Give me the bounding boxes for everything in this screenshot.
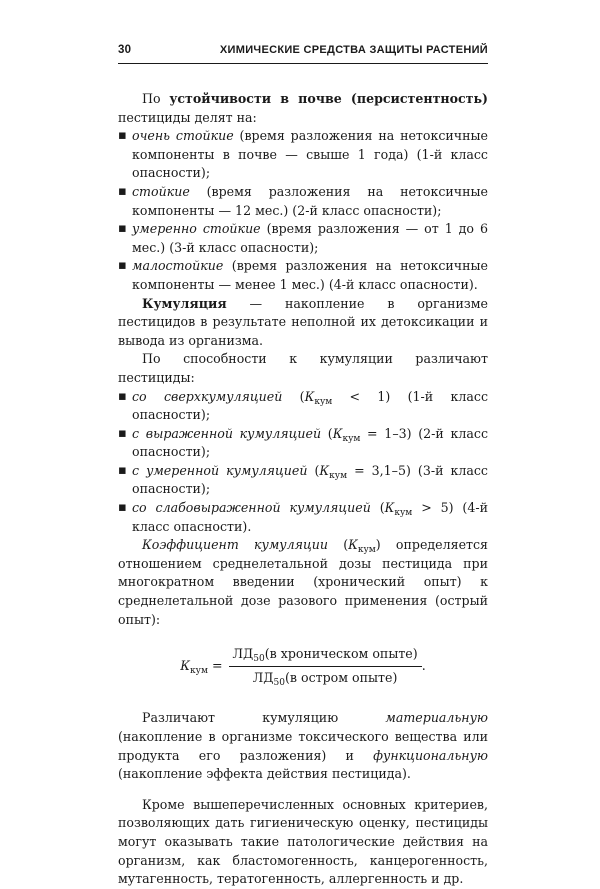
text-span: По [142,91,170,106]
text-span: ) определяется отношением среднелетальной дозы пестицида при многократном введении (хронический опыт) к среднелетальной дозе разового применения (острый опыт): [118,537,488,627]
list-item [118,499,488,536]
subscript: кум [329,470,348,481]
bullet-icon: ▪ [118,258,127,274]
subscript: 50 [273,677,285,688]
italic-term: с умеренной кумуляцией [132,462,308,478]
text-span: < 1) (1-й класс опасности); [132,388,488,423]
subscript: кум [342,433,361,444]
page-number: 30 [118,44,132,56]
italic-term: малостойкие [132,258,224,274]
cumulation-list [118,388,488,537]
item-text: (время разложения — от 1 до 6 мес.) (3-й класс опасности); [132,221,488,255]
subscript: кум [190,666,208,677]
list-item [118,183,488,220]
list-item [118,257,488,294]
text-span: (накопление эффекта действия пестицида). [118,766,411,782]
italic-term: со слабовыраженной кумуляцией [132,500,371,516]
formula-denominator [249,667,402,688]
italic-term: умеренно стойкие [132,221,261,237]
bold-term: устойчивости в почве (персистентность) [169,91,488,106]
text-span: — накопление в организме пестицидов в результате неполной их детоксикации и вывода из организма. [118,295,488,348]
text-span: (накопление в организме токсического вещества или продукта его разложения) и [118,729,488,763]
list-item [118,425,488,462]
list-item [118,127,488,183]
bullet-icon: ▪ [118,128,127,144]
persistence-list [118,127,488,294]
symbol: К [332,425,343,441]
text-span: (в хроническом опыте) [264,646,418,662]
list-item [118,220,488,257]
paragraph-cumulation-definition [118,295,488,351]
text-span: ( [321,425,333,441]
text-span: ЛД [252,669,274,685]
equals-sign: = [207,658,223,674]
subscript: 50 [253,654,265,665]
bullet-icon: ▪ [118,221,127,237]
text-span: ( [327,537,349,553]
symbol: К [180,658,191,674]
formula-lhs [180,657,222,676]
bold-term: Кумуляция [142,295,227,311]
text-span: ( [282,388,305,404]
list-item [118,462,488,499]
page-body [118,90,488,889]
item-text: (время разложения на нетоксичные компоненты — 12 мес.) (2-й класс опасности); [132,183,488,218]
header-rule [118,63,488,64]
formula-numerator [229,645,422,667]
text-span: пестициды делят на: [118,109,257,125]
italic-term: Коэффициент кумуляции [142,537,328,553]
running-title: ХИМИЧЕСКИЕ СРЕДСТВА ЗАЩИТЫ РАСТЕНИЙ [219,44,488,56]
bullet-icon: ▪ [118,183,127,199]
italic-term: материальную [385,710,488,726]
italic-term: очень стойкие [132,128,234,144]
paragraph-cumulation-intro: По способности к кумуляции различают пестициды: [118,351,488,385]
paragraph-other-effects: Кроме вышеперечисленных основных критериев, позволяющих дать гигиеническую оценку, пестициды могут оказывать такие патологические действия на организм, как бластомогенность, канцерогенность, мутагенность, тератогенность, аллергенность и др. [118,796,488,887]
list-item [118,388,488,425]
symbol: К [304,388,315,404]
symbol: К [384,500,395,516]
item-text: (время разложения на нетоксичные компоненты — менее 1 мес.) (4-й класс опасности). [132,258,488,292]
text-span: ( [307,462,320,478]
italic-term: стойкие [132,183,190,199]
text-span: = 3,1–5) (3-й класс опасности); [132,462,488,497]
text-span: Различают кумуляцию [142,710,386,726]
paragraph-persistence-intro [118,90,488,127]
page-header [118,44,488,56]
italic-term: с выраженной кумуляцией [132,425,322,441]
italic-term: со сверхкумуляцией [132,388,283,404]
text-span: (в остром опыте) [285,669,398,685]
paragraph-cumulation-types [118,709,488,783]
subscript: кум [394,508,413,519]
formula-period: . [421,658,426,674]
bullet-icon: ▪ [118,500,127,516]
bullet-icon: ▪ [118,388,127,404]
text-span: ( [370,500,385,516]
paragraph-coefficient [118,536,488,629]
item-text: (время разложения на нетоксичные компоненты в почве — свыше 1 года) (1-й класс опасности); [132,128,488,181]
subscript: кум [314,396,333,407]
text-span: = 1–3) (2-й класс опасности); [132,425,488,460]
bullet-icon: ▪ [118,462,127,478]
symbol: К [319,462,330,478]
symbol: К [348,537,358,553]
text-span: ЛД [232,646,254,662]
italic-term: функциональную [373,747,488,763]
cumulation-formula [118,645,488,687]
formula-fraction [229,645,422,687]
bullet-icon: ▪ [118,425,127,441]
subscript: кум [357,545,376,556]
text-span: > 5) (4-й класс опасности). [132,500,488,534]
